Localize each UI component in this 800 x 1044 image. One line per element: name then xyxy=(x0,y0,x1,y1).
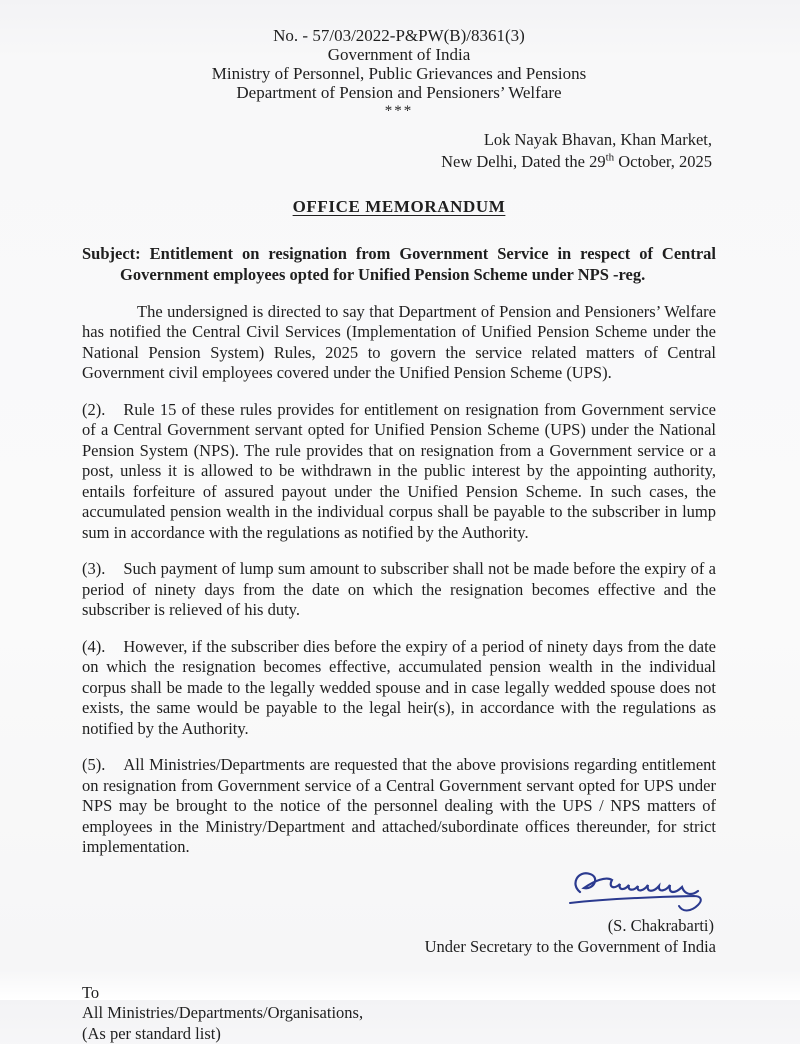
subject-label: Subject: xyxy=(82,244,141,263)
signature-scribble-icon xyxy=(560,864,710,916)
paragraph-5-text: All Ministries/Departments are requested that the above provisions regarding entitlement on resignation from Government service of a Central Government servant opted for UPS under NPS may be brought to the notice of the personnel dealing with the UPS / NPS matters of employees in the Ministry/Department and attached/subordinate offices thereunder, for strict implementation. xyxy=(82,755,716,856)
separator-stars: *** xyxy=(82,102,716,121)
addressee-line-2: (As per standard list) xyxy=(82,1024,716,1044)
paragraph-5 xyxy=(82,755,716,858)
paragraph-3-number: (3). xyxy=(82,559,105,578)
place-date-block xyxy=(82,129,712,173)
subject-text: Entitlement on resignation from Government Service in respect of Central Government employees opted for Unified Pension Scheme under NPS -reg. xyxy=(120,244,716,284)
office-memorandum-heading: OFFICE MEMORANDUM xyxy=(82,197,716,217)
paragraph-4-number: (4). xyxy=(82,637,105,656)
paragraph-2 xyxy=(82,400,716,544)
paragraph-2-text: Rule 15 of these rules provides for entitlement on resignation from Government service of a Central Government servant opted for Unified Pension Scheme (UPS) under the National Pension System (NPS). The rule provides that on resignation from a Government service or a post, unless it is allowed to be withdrawn in the public interest by the appointing authority, entails forfeiture of assured payout under the Unified Pension Scheme. In such cases, the accumulated pension wealth in the individual corpus shall be payable to the subscriber in lump sum in accordance with the regulations as notified by the Authority. xyxy=(82,400,716,542)
signature-block xyxy=(82,864,716,957)
subject-line xyxy=(120,243,716,285)
addressee-to-label: To xyxy=(82,983,716,1004)
org-ministry: Ministry of Personnel, Public Grievances and Pensions xyxy=(82,64,716,83)
org-department: Department of Pension and Pensioners’ Welfare xyxy=(82,83,716,102)
signature-image-wrap xyxy=(82,864,716,915)
paragraph-4 xyxy=(82,637,716,740)
date-prefix: New Delhi, Dated the 29 xyxy=(441,152,606,171)
paragraph-5-number: (5). xyxy=(82,755,105,774)
signatory-designation: Under Secretary to the Government of India xyxy=(82,936,716,957)
signatory-name: (S. Chakrabarti) xyxy=(82,915,714,936)
date-ordinal-superscript: th xyxy=(606,152,615,164)
reference-number: No. - 57/03/2022-P&PW(B)/8361(3) xyxy=(82,26,716,45)
org-government: Government of India xyxy=(82,45,716,64)
addressee-line-1: All Ministries/Departments/Organisations, xyxy=(82,1003,716,1024)
date-suffix: October, 2025 xyxy=(614,152,712,171)
letterhead xyxy=(82,26,716,121)
paragraph-4-text: However, if the subscriber dies before the expiry of a period of ninety days from the date on which the resignation becomes effective, accumulated pension wealth in the individual corpus shall be made to the legally wedded spouse and in case legally wedded spouse does not exists, the same would be payable to the legal heir(s), in accordance with the regulations as notified by the Authority. xyxy=(82,637,716,738)
addressee-block xyxy=(82,983,716,1044)
address-line: Lok Nayak Bhavan, Khan Market, xyxy=(82,129,712,151)
paragraph-3 xyxy=(82,559,716,621)
paragraph-2-number: (2). xyxy=(82,400,105,419)
paragraph-1: The undersigned is directed to say that Department of Pension and Pensioners’ Welfare has notified the Central Civil Services (Implementation of Unified Pension Scheme under the National Pension System) Rules, 2025 to govern the service related matters of Central Government civil employees covered under the Unified Pension Scheme (UPS). xyxy=(82,302,716,384)
date-line xyxy=(82,151,712,173)
paragraph-3-text: Such payment of lump sum amount to subscriber shall not be made before the expiry of a period of ninety days from the date on which the resignation becomes effective and the subscriber is relieved of his duty. xyxy=(82,559,716,619)
